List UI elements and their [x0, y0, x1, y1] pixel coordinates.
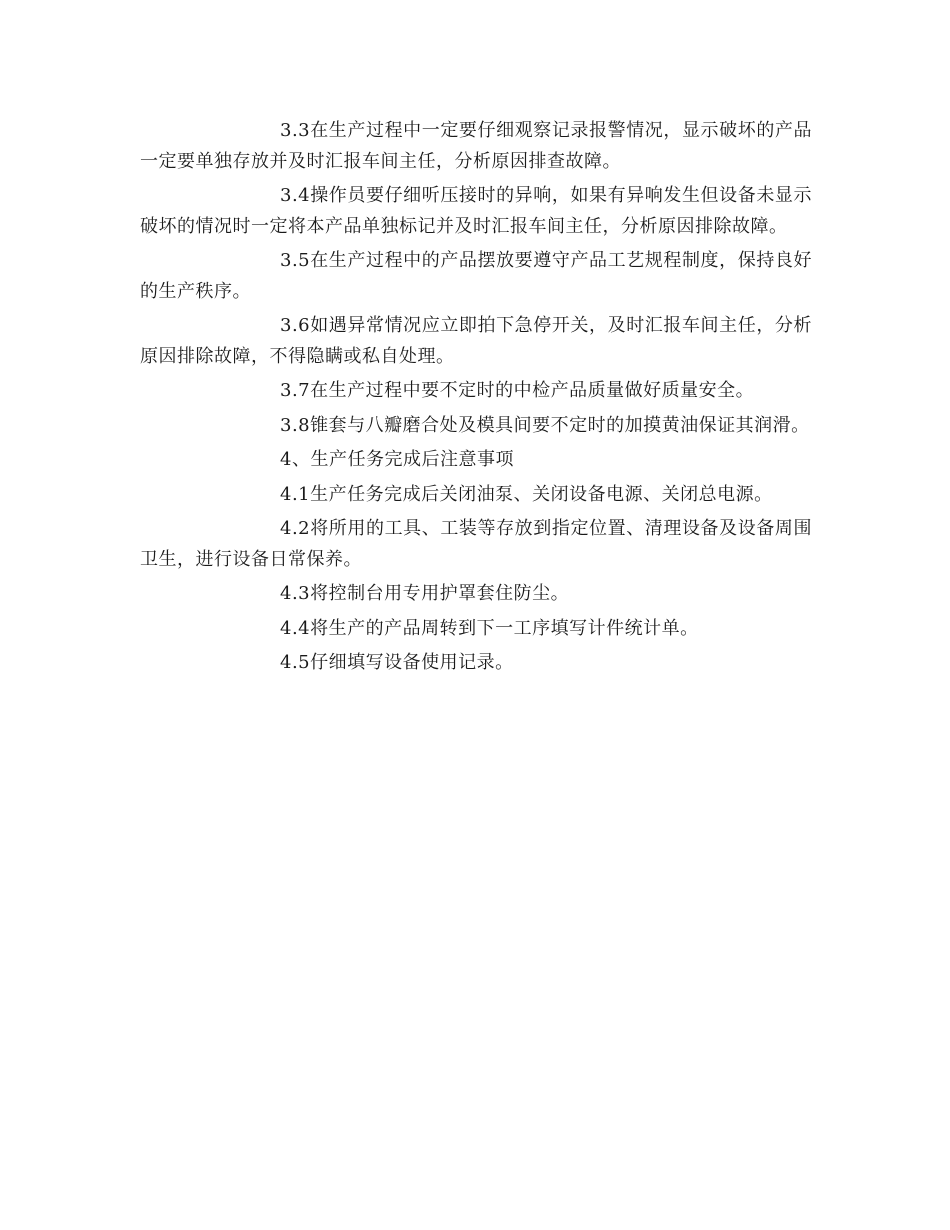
paragraph-4-1: 4.1生产任务完成后关闭油泵、关闭设备电源、关闭总电源。: [280, 483, 773, 505]
paragraph-4-4: 4.4将生产的产品周转到下一工序填写计件统计单。: [280, 617, 699, 639]
paragraph-3-4: 3.4操作员要仔细听压接时的异响，如果有异响发生但设备未显示破坏的情况时一定将本产品单独标记并及时汇报车间主任，分析原因排除故障。: [140, 185, 812, 237]
paragraph-4-3: 4.3将控制台用专用护罩套住防尘。: [280, 583, 570, 604]
document-body: [140, 116, 812, 683]
paragraph-3-7: 3.7在生产过程中要不定时的中检产品质量做好质量安全。: [280, 380, 755, 401]
paragraph-3-8: 3.8锥套与八瓣磨合处及模具间要不定时的加摸黄油保证其润滑。: [280, 414, 810, 436]
paragraph-3-5: 3.5在生产过程中的产品摆放要遵守产品工艺规程制度，保持良好的生产秩序。: [140, 250, 812, 302]
paragraph-4-2: 4.2将所用的工具、工装等存放到指定位置、清理设备及设备周围卫生，进行设备日常保养。: [140, 518, 812, 570]
paragraph-4-5: 4.5仔细填写设备使用记录。: [280, 652, 514, 673]
paragraph-3-6: 3.6如遇异常情况应立即拍下急停开关，及时汇报车间主任，分析原因排除故障，不得隐瞒或私自处理。: [140, 315, 812, 367]
section-heading-4: 4、生产任务完成后注意事项: [280, 449, 514, 470]
paragraph-3-3: 3.3在生产过程中一定要仔细观察记录报警情况，显示破坏的产品一定要单独存放并及时汇报车间主任，分析原因排查故障。: [140, 120, 812, 172]
